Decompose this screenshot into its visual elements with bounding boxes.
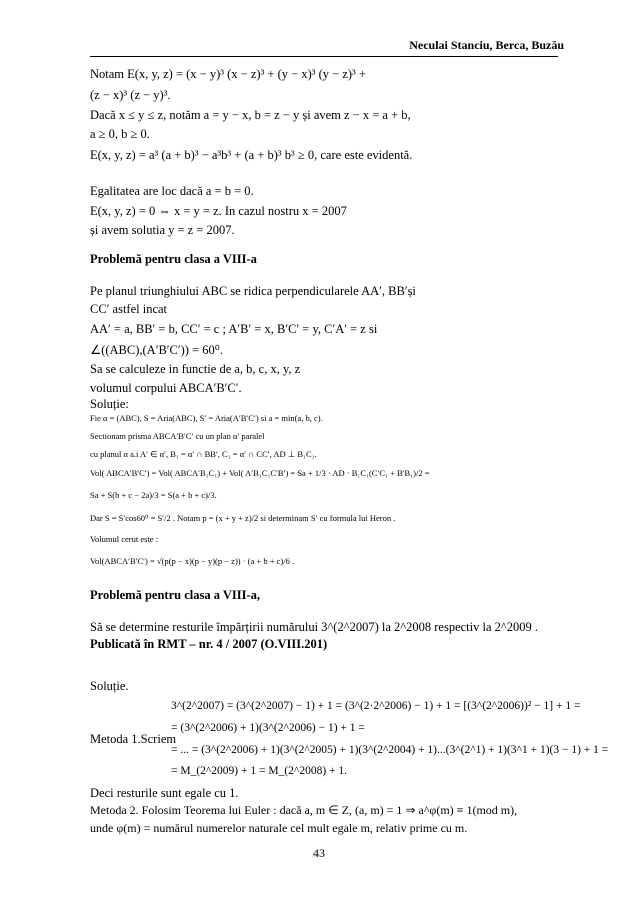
solution-line: Sa + S(b + c − 2a)/3 = S(a + b + c)/3. <box>90 490 217 500</box>
text-line: a ≥ 0, b ≥ 0. <box>90 127 150 141</box>
text-line: Sa se calculeze in functie de a, b, c, x, y, z <box>90 362 301 376</box>
text-line: AA′ = a, BB′ = b, CC′ = c ; A′B′ = x, B′C′ = y, C′A′ = z si <box>90 322 378 336</box>
text-line: ∠((ABC),(A′B′C′)) = 60⁰. <box>90 343 223 357</box>
section-title: Problemă pentru clasa a VIII-a <box>90 252 257 266</box>
text-line: Dacă x ≤ y ≤ z, notăm a = y − x, b = z − y și avem z − x = a + b, <box>90 108 411 122</box>
equation-line: 3^(2^2007) = (3^(2^2007) − 1) + 1 = (3^(2·2^2006) − 1) + 1 = [(3^(2^2006))² − 1] + 1 = <box>171 700 581 712</box>
solution-line: cu planul α a.i A′ ∈ α′, B₁ = α′ ∩ BB′, C₁ = α′ ∩ CC′, AD ⊥ B₁C₁. <box>90 449 317 459</box>
solution-label: Soluție: <box>90 397 129 411</box>
equation-line: = M_(2^2009) + 1 = M_(2^2008) + 1. <box>171 765 348 777</box>
solution-line: Fie α = (ABC), S = Aria(ABC), S′ = Aria(A′B′C′) si a = min(a, b, c). <box>90 413 323 423</box>
text-line: și avem solutia y = z = 2007. <box>90 223 235 237</box>
text-line: unde φ(m) = numărul numerelor naturale cel mult egale m, relativ prime cu m. <box>90 821 468 835</box>
text-line: CC′ astfel incat <box>90 302 168 316</box>
page-header: Neculai Stanciu, Berca, Buzău <box>409 38 564 52</box>
text-line: E(x, y, z) = a³ (a + b)³ − a³b³ + (a + b)³ b³ ≥ 0, care este evidentă. <box>90 148 413 162</box>
section-title: Problemă pentru clasa a VIII-a, <box>90 588 261 602</box>
text-line: Deci resturile sunt egale cu 1. <box>90 786 239 800</box>
solution-line: Vol( ABCA′B′C′) = Vol( ABCA′B₁C₁) + Vol( A′B₁C₁C′B′) = Sa + 1/3 · AD · B₁C₁(C′C₁ + B′B₁)/2 = <box>90 468 430 478</box>
solution-line: Volumul cerut este : <box>90 534 159 544</box>
problem-text: Să se determine resturile împărțirii numărului 3^(2^2007) la 2^2008 respectiv la 2^2009 . <box>90 620 539 634</box>
solution-line: Dar S = S′cos60⁰ = S′/2 . Notam p = (x + y + z)/2 si determinam S′ cu formula lui Heron . <box>90 513 396 523</box>
solution-line: Vol(ABCA′B′C′) = √(p(p − x)(p − y)(p − z)) · (a + b + c)/6 . <box>90 556 295 566</box>
text-line: Notam E(x, y, z) = (x − y)³ (x − z)³ + (y − x)³ (y − z)³ + <box>90 67 366 81</box>
published-note: Publicată în RMT – nr. 4 / 2007 (O.VIII.201) <box>90 637 328 651</box>
text-line: Egalitatea are loc dacă a = b = 0. <box>90 184 254 198</box>
text-line: E(x, y, z) = 0 ⇔ x = y = z. In cazul nostru x = 2007 <box>90 204 347 218</box>
text-line: Pe planul triunghiului ABC se ridica perpendicularele AA′, BB′și <box>90 284 416 298</box>
equation-line: = ... = (3^(2^2006) + 1)(3^(2^2005) + 1)(3^(2^2004) + 1)...(3^(2^1) + 1)(3^1 + 1)(3 − 1) + 1 = <box>171 744 609 756</box>
solution-line: Sectionam prisma ABCA′B′C′ cu un plan α′ paralel <box>90 431 265 441</box>
header-rule <box>90 56 558 57</box>
text-line: Metoda 2. Folosim Teorema lui Euler : dacă a, m ∈ Z, (a, m) = 1 ⇒ a^φ(m) ≡ 1(mod m), <box>90 803 518 817</box>
page-number: 43 <box>313 846 325 860</box>
equation-line: = (3^(2^2006) + 1)(3^(2^2006) − 1) + 1 = <box>171 722 365 734</box>
solution-label: Soluție. <box>90 679 129 693</box>
text-line: volumul corpului ABCA′B′C′. <box>90 381 242 395</box>
method1-label: Metoda 1.Scriem <box>90 732 177 746</box>
text-line: (z − x)³ (z − y)³. <box>90 88 171 102</box>
